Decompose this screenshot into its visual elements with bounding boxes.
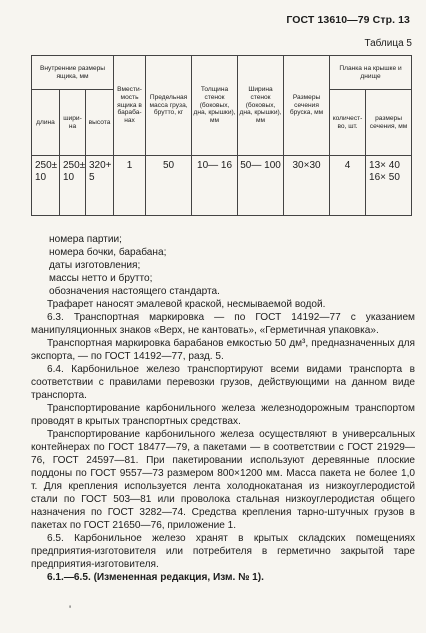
cell-plank-count: 4	[330, 156, 366, 216]
marking-item: обозначения настоящего стандарта.	[49, 286, 220, 297]
table-row	[32, 156, 412, 216]
header-plank-count: количество, шт.	[330, 90, 366, 156]
paragraph-amendment: 6.1.—6.5. (Измененная редакция, Изм. № 1).	[47, 572, 264, 583]
paragraph-rail-transport: Транспортирование карбонильного железа железнодорожным транспортом проводят в крытых транспортных средствах.	[31, 403, 415, 427]
header-width: ширина	[60, 90, 86, 156]
cell-length: 250± 10	[32, 156, 60, 216]
cell-wall-width: 50— 100	[238, 156, 284, 216]
header-wall-width: Ширина стенок (боковых, дна, крышки), мм	[238, 56, 284, 156]
header-bar-section: Размеры сечения бруска, мм	[284, 56, 330, 156]
cell-wall-thickness: 10— 16	[192, 156, 238, 216]
cell-plank-section: 13× 40 16× 50	[366, 156, 412, 216]
header-max-mass: Предельная масса груза, брутто, кг	[146, 56, 192, 156]
marking-item: массы нетто и брутто;	[49, 273, 153, 284]
header-plank: Планка на крышке и днище	[330, 56, 412, 90]
paragraph-6-5: 6.5. Карбонильное железо хранят в крытых складских помещениях предприятия-изготовителя или потребителя в герметично закрытой таре предприятия-изготовителя.	[31, 533, 415, 570]
paragraph-export-marking: Транспортная маркировка барабанов емкостью 50 дм³, предназначенных для экспорта, — по ГОСТ 14192—77, разд. 5.	[31, 338, 415, 362]
marking-item: номера бочки, барабана;	[49, 247, 167, 258]
paragraph-6-4: 6.4. Карбонильное железо транспортируют всеми видами транспорта в соответствии с правилами перевозки грузов, действующими на данном виде транспорта.	[31, 364, 415, 401]
header-length: длина	[32, 90, 60, 156]
marking-item: даты изготовления;	[49, 260, 141, 271]
table-caption: Таблица 5	[364, 38, 412, 49]
header-height: высота	[86, 90, 114, 156]
cell-height: 320+ 5	[86, 156, 114, 216]
document-body	[31, 233, 415, 584]
packaging-table	[31, 55, 412, 216]
cell-max-mass: 50	[146, 156, 192, 216]
page-header: ГОСТ 13610—79 Стр. 13	[286, 14, 410, 26]
cell-bar-section: 30×30	[284, 156, 330, 216]
cell-width: 250± 10	[60, 156, 86, 216]
paragraph-containers: Транспортирование карбонильного железа осуществляют в универсальных контейнерах по ГОСТ 18477—79, а пакетами — в соответствии с ГОСТ 21929—76, ГОСТ 24597—81. При пакетировании используют деревянные плоские поддоны по ГОСТ 9557—73 размером 800×1200 мм. Масса пакета не более 1,0 т. Для крепления используется лента холоднокатаная из низкоуглеродистой стали по ГОСТ 503—81 или проволока стальная низкоуглеродистая общего назначения по ГОСТ 3282—74. Средства крепления тарно-штучных грузов в пакетах по ГОСТ 21650—76, приложение 1.	[31, 429, 415, 531]
header-plank-section: размеры сечения, мм	[366, 90, 412, 156]
header-capacity: Вместимость ящика в барабанах	[114, 56, 146, 156]
paragraph-6-3: 6.3. Транспортная маркировка — по ГОСТ 14192—77 с указанием манипуляционных знаков «Верх, не кантовать», «Герметичная упаковка».	[31, 312, 415, 336]
cell-capacity: 1	[114, 156, 146, 216]
header-inner-dims: Внутренние размеры ящика, мм	[32, 56, 114, 90]
margin-mark: '	[69, 604, 72, 616]
marking-item: номера партии;	[49, 234, 122, 245]
paragraph-stencil: Трафарет наносят эмалевой краской, несмываемой водой.	[47, 299, 326, 310]
header-wall-thickness: Толщина стенок (боковых, дна, крышки), мм	[192, 56, 238, 156]
